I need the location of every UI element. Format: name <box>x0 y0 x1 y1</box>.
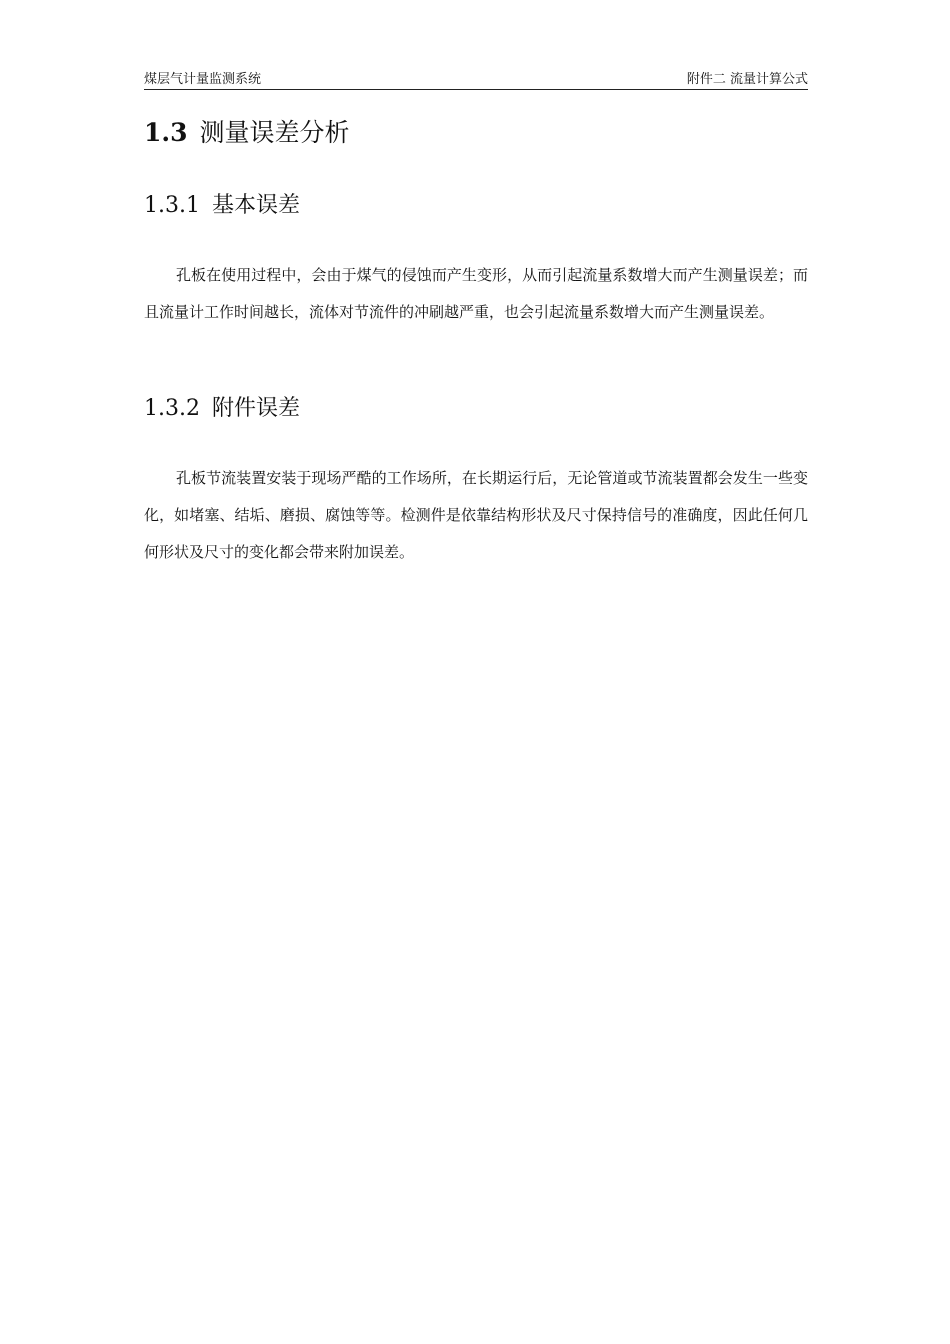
subsection-number: 1.3.2 <box>144 396 200 421</box>
subsection-title: 基本误差 <box>211 193 300 218</box>
subsection-number: 1.3.1 <box>144 193 200 218</box>
subsection-heading-basic-error <box>144 191 300 221</box>
section-number: 1.3 <box>144 118 188 147</box>
section-heading <box>144 117 350 149</box>
paragraph-additional-error: 孔板节流装置安装于现场严酷的工作场所，在长期运行后，无论管道或节流装置都会发生一些变化，如堵塞、结垢、磨损、腐蚀等等。检测件是依靠结构形状及尺寸保持信号的准确度，因此任何几何形状及尺寸的变化都会带来附加误差。 <box>144 469 808 561</box>
subsection-heading-additional-error <box>144 394 300 424</box>
running-header <box>144 70 808 90</box>
section-title: 测量误差分析 <box>199 118 350 147</box>
paragraph-basic-error: 孔板在使用过程中，会由于煤气的侵蚀而产生变形，从而引起流量系数增大而产生测量误差；而且流量计工作时间越长，流体对节流件的冲刷越严重，也会引起流量系数增大而产生测量误差。 <box>144 266 808 321</box>
header-appendix-title: 附件二 流量计算公式 <box>686 72 808 87</box>
subsection-title: 附件误差 <box>211 396 300 421</box>
header-system-name: 煤层气计量监测系统 <box>144 72 262 87</box>
